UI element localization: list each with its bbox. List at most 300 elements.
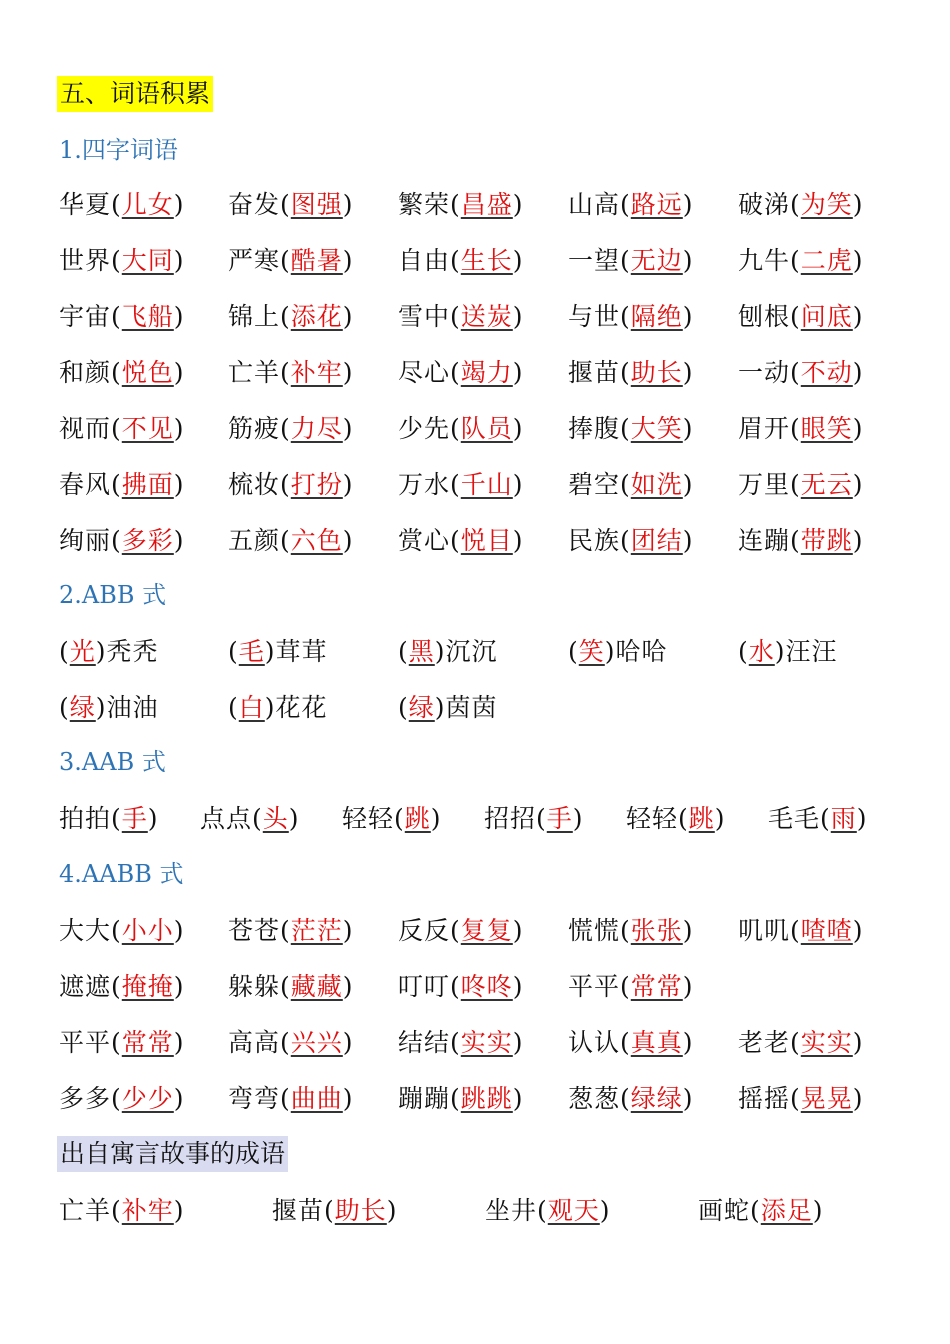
- answer-text: 笑: [578, 637, 605, 666]
- open-paren: (: [620, 358, 631, 387]
- open-paren: (: [111, 358, 122, 387]
- answer-text: 手: [546, 804, 573, 833]
- open-paren: (: [620, 190, 631, 219]
- open-paren: (: [450, 1028, 461, 1057]
- close-paren: ): [572, 804, 584, 833]
- answer-text: 悦色: [121, 358, 174, 387]
- close-paren: ): [852, 1028, 864, 1057]
- item-prefix: 坐井: [485, 1196, 538, 1225]
- open-paren: (: [450, 358, 461, 387]
- fill-in-item: [738, 411, 864, 447]
- fill-in-item: [342, 801, 442, 837]
- close-paren: ): [173, 526, 185, 555]
- item-prefix: 春风: [59, 470, 112, 499]
- fill-in-item: [738, 523, 864, 559]
- open-paren: (: [738, 637, 749, 666]
- word-row: [0, 1081, 950, 1117]
- open-paren: (: [450, 1084, 461, 1113]
- subsection-title: 3.AAB 式: [59, 748, 166, 776]
- open-paren: (: [790, 414, 801, 443]
- item-prefix: 遮遮: [59, 972, 112, 1001]
- item-prefix: 多多: [59, 1084, 112, 1113]
- answer-text: 生长: [460, 246, 513, 275]
- item-prefix: 五颜: [228, 526, 281, 555]
- close-paren: ): [342, 246, 354, 275]
- close-paren: ): [173, 302, 185, 331]
- fill-in-item: [738, 913, 864, 949]
- open-paren: (: [450, 526, 461, 555]
- item-prefix: 摇摇: [738, 1084, 791, 1113]
- fill-in-item: [59, 187, 185, 223]
- fill-in-item: [59, 411, 185, 447]
- item-prefix: 梳妆: [228, 470, 281, 499]
- answer-text: 水: [748, 637, 775, 666]
- close-paren: ): [682, 1028, 694, 1057]
- close-paren: ): [682, 190, 694, 219]
- answer-text: 力尽: [290, 414, 343, 443]
- answer-text: 路远: [630, 190, 683, 219]
- open-paren: (: [280, 916, 291, 945]
- open-paren: (: [398, 693, 409, 722]
- answer-text: 千山: [460, 470, 513, 499]
- answer-text: 飞船: [121, 302, 174, 331]
- item-suffix: 沉沉: [445, 637, 498, 666]
- fill-in-item: [568, 355, 694, 391]
- item-prefix: 山高: [568, 190, 621, 219]
- item-prefix: 葱葱: [568, 1084, 621, 1113]
- fill-in-item: [398, 467, 524, 503]
- open-paren: (: [450, 470, 461, 499]
- open-paren: (: [620, 302, 631, 331]
- item-prefix: 万水: [398, 470, 451, 499]
- subsection-title: 2.ABB 式: [59, 581, 167, 609]
- answer-text: 六色: [290, 526, 343, 555]
- section-heading-word-accumulation: 五、词语积累: [57, 76, 213, 112]
- answer-text: 不见: [121, 414, 174, 443]
- answer-text: 光: [69, 637, 96, 666]
- answer-text: 跳: [688, 804, 715, 833]
- open-paren: (: [790, 358, 801, 387]
- answer-text: 多彩: [121, 526, 174, 555]
- item-prefix: 捧腹: [568, 414, 621, 443]
- answer-text: 手: [121, 804, 148, 833]
- answer-text: 兴兴: [290, 1028, 343, 1057]
- open-paren: (: [820, 804, 831, 833]
- close-paren: ): [342, 414, 354, 443]
- word-row: [0, 467, 950, 503]
- fill-in-item: [398, 411, 524, 447]
- open-paren: (: [398, 637, 409, 666]
- answer-text: 复复: [460, 916, 513, 945]
- fill-in-item: [59, 1025, 185, 1061]
- item-prefix: 平平: [59, 1028, 112, 1057]
- item-prefix: 平平: [568, 972, 621, 1001]
- open-paren: (: [450, 190, 461, 219]
- fill-in-item: [485, 1193, 611, 1229]
- close-paren: ): [714, 804, 726, 833]
- close-paren: ): [430, 804, 442, 833]
- close-paren: ): [852, 916, 864, 945]
- close-paren: ): [173, 916, 185, 945]
- fill-in-item: [484, 801, 584, 837]
- open-paren: (: [280, 526, 291, 555]
- item-prefix: 轻轻: [626, 804, 679, 833]
- item-suffix: 哈哈: [615, 637, 668, 666]
- open-paren: (: [228, 637, 239, 666]
- answer-text: 助长: [630, 358, 683, 387]
- item-prefix: 和颜: [59, 358, 112, 387]
- fill-in-item: [228, 355, 354, 391]
- open-paren: (: [620, 972, 631, 1001]
- item-prefix: 尽心: [398, 358, 451, 387]
- item-prefix: 宇宙: [59, 302, 112, 331]
- fill-in-item: [59, 690, 159, 726]
- word-row: [0, 1025, 950, 1061]
- close-paren: ): [512, 414, 524, 443]
- fill-in-item: [272, 1193, 398, 1229]
- answer-text: 观天: [547, 1196, 600, 1225]
- item-prefix: 赏心: [398, 526, 451, 555]
- open-paren: (: [620, 916, 631, 945]
- open-paren: (: [280, 1028, 291, 1057]
- answer-text: 问底: [800, 302, 853, 331]
- answer-text: 队员: [460, 414, 513, 443]
- fill-in-item: [398, 187, 524, 223]
- fill-in-item: [738, 299, 864, 335]
- open-paren: (: [111, 246, 122, 275]
- close-paren: ): [173, 972, 185, 1001]
- answer-text: 小小: [121, 916, 174, 945]
- word-row: [0, 355, 950, 391]
- answer-text: 送炭: [460, 302, 513, 331]
- answer-text: 眼笑: [800, 414, 853, 443]
- fill-in-item: [228, 187, 354, 223]
- fill-in-item: [768, 801, 868, 837]
- fill-in-item: [228, 467, 354, 503]
- fill-in-item: [568, 467, 694, 503]
- answer-text: 白: [238, 693, 265, 722]
- word-row: [0, 187, 950, 223]
- fill-in-item: [568, 1025, 694, 1061]
- open-paren: (: [750, 1196, 761, 1225]
- item-suffix: 茸茸: [275, 637, 328, 666]
- close-paren: ): [852, 246, 864, 275]
- item-prefix: 少先: [398, 414, 451, 443]
- item-prefix: 结结: [398, 1028, 451, 1057]
- fill-in-item: [228, 523, 354, 559]
- close-paren: ): [682, 526, 694, 555]
- fill-in-item: [200, 801, 300, 837]
- open-paren: (: [450, 246, 461, 275]
- item-prefix: 眉开: [738, 414, 791, 443]
- fill-in-item: [59, 467, 185, 503]
- item-prefix: 绚丽: [59, 526, 112, 555]
- item-prefix: 世界: [59, 246, 112, 275]
- close-paren: ): [386, 1196, 398, 1225]
- item-prefix: 连蹦: [738, 526, 791, 555]
- open-paren: (: [280, 246, 291, 275]
- item-suffix: 茵茵: [445, 693, 498, 722]
- answer-text: 竭力: [460, 358, 513, 387]
- fill-in-item: [398, 913, 524, 949]
- close-paren: ): [512, 916, 524, 945]
- fill-in-item: [738, 467, 864, 503]
- item-suffix: 油油: [106, 693, 159, 722]
- answer-text: 图强: [290, 190, 343, 219]
- answer-text: 头: [262, 804, 289, 833]
- open-paren: (: [280, 414, 291, 443]
- open-paren: (: [111, 804, 122, 833]
- item-prefix: 蹦蹦: [398, 1084, 451, 1113]
- answer-text: 绿绿: [630, 1084, 683, 1113]
- answer-text: 为笑: [800, 190, 853, 219]
- close-paren: ): [512, 972, 524, 1001]
- fill-in-item: [738, 1081, 864, 1117]
- item-prefix: 揠苗: [272, 1196, 325, 1225]
- fill-in-item: [398, 243, 524, 279]
- fill-in-item: [698, 1193, 824, 1229]
- fill-in-item: [228, 299, 354, 335]
- close-paren: ): [852, 414, 864, 443]
- close-paren: ): [852, 1084, 864, 1113]
- open-paren: (: [620, 1028, 631, 1057]
- close-paren: ): [173, 1196, 185, 1225]
- open-paren: (: [280, 470, 291, 499]
- item-prefix: 弯弯: [228, 1084, 281, 1113]
- close-paren: ): [812, 1196, 824, 1225]
- open-paren: (: [324, 1196, 335, 1225]
- open-paren: (: [620, 526, 631, 555]
- fill-in-item: [738, 634, 838, 670]
- item-prefix: 破涕: [738, 190, 791, 219]
- answer-text: 酷暑: [290, 246, 343, 275]
- close-paren: ): [512, 470, 524, 499]
- fill-in-item: [738, 187, 864, 223]
- item-prefix: 筋疲: [228, 414, 281, 443]
- item-prefix: 视而: [59, 414, 112, 443]
- fill-in-item: [568, 969, 694, 1005]
- open-paren: (: [111, 302, 122, 331]
- answer-text: 隔绝: [630, 302, 683, 331]
- fill-in-item: [59, 355, 185, 391]
- section-heading-fable-idioms: 出自寓言故事的成语: [57, 1136, 288, 1172]
- item-suffix: 花花: [275, 693, 328, 722]
- item-prefix: 大大: [59, 916, 112, 945]
- item-prefix: 点点: [200, 804, 253, 833]
- item-prefix: 严寒: [228, 246, 281, 275]
- fill-in-item: [59, 801, 159, 837]
- open-paren: (: [537, 1196, 548, 1225]
- open-paren: (: [790, 1028, 801, 1057]
- answer-text: 绿: [69, 693, 96, 722]
- answer-text: 如洗: [630, 470, 683, 499]
- close-paren: ): [852, 190, 864, 219]
- answer-text: 黑: [408, 637, 435, 666]
- close-paren: ): [342, 916, 354, 945]
- fill-in-item: [568, 187, 694, 223]
- item-prefix: 慌慌: [568, 916, 621, 945]
- item-prefix: 高高: [228, 1028, 281, 1057]
- close-paren: ): [173, 470, 185, 499]
- fill-in-item: [398, 299, 524, 335]
- open-paren: (: [450, 302, 461, 331]
- answer-text: 带跳: [800, 526, 853, 555]
- answer-text: 跳: [404, 804, 431, 833]
- item-prefix: 一动: [738, 358, 791, 387]
- answer-text: 儿女: [121, 190, 174, 219]
- item-prefix: 反反: [398, 916, 451, 945]
- item-prefix: 画蛇: [698, 1196, 751, 1225]
- close-paren: ): [682, 470, 694, 499]
- close-paren: ): [774, 637, 786, 666]
- item-prefix: 自由: [398, 246, 451, 275]
- fill-in-item: [398, 523, 524, 559]
- fill-in-item: [59, 913, 185, 949]
- fill-in-item: [228, 1081, 354, 1117]
- close-paren: ): [682, 358, 694, 387]
- word-row: [0, 801, 950, 837]
- open-paren: (: [620, 1084, 631, 1113]
- answer-text: 无云: [800, 470, 853, 499]
- open-paren: (: [280, 358, 291, 387]
- word-row: [0, 969, 950, 1005]
- answer-text: 无边: [630, 246, 683, 275]
- fill-in-item: [228, 1025, 354, 1061]
- word-row: [0, 634, 950, 670]
- close-paren: ): [288, 804, 300, 833]
- fill-in-item: [228, 243, 354, 279]
- answer-text: 毛: [238, 637, 265, 666]
- open-paren: (: [790, 470, 801, 499]
- close-paren: ): [682, 302, 694, 331]
- close-paren: ): [682, 916, 694, 945]
- item-prefix: 亡羊: [59, 1196, 112, 1225]
- fill-in-item: [59, 634, 159, 670]
- item-prefix: 繁荣: [398, 190, 451, 219]
- open-paren: (: [111, 972, 122, 1001]
- answer-text: 实实: [800, 1028, 853, 1057]
- fill-in-item: [626, 801, 726, 837]
- answer-text: 添花: [290, 302, 343, 331]
- close-paren: ): [512, 302, 524, 331]
- open-paren: (: [111, 1196, 122, 1225]
- idiom-row: [0, 1193, 950, 1229]
- item-prefix: 与世: [568, 302, 621, 331]
- answer-text: 绿: [408, 693, 435, 722]
- open-paren: (: [111, 526, 122, 555]
- fill-in-item: [568, 243, 694, 279]
- fill-in-item: [59, 523, 185, 559]
- fill-in-item: [59, 1193, 185, 1229]
- fill-in-item: [568, 634, 668, 670]
- close-paren: ): [512, 246, 524, 275]
- open-paren: (: [280, 972, 291, 1001]
- fill-in-item: [228, 634, 328, 670]
- item-prefix: 毛毛: [768, 804, 821, 833]
- close-paren: ): [512, 1084, 524, 1113]
- open-paren: (: [620, 414, 631, 443]
- close-paren: ): [95, 693, 107, 722]
- open-paren: (: [450, 916, 461, 945]
- open-paren: (: [111, 414, 122, 443]
- answer-text: 雨: [830, 804, 857, 833]
- word-row: [0, 913, 950, 949]
- open-paren: (: [111, 190, 122, 219]
- open-paren: (: [790, 1084, 801, 1113]
- item-suffix: 秃秃: [106, 637, 159, 666]
- close-paren: ): [147, 804, 159, 833]
- fill-in-item: [228, 913, 354, 949]
- item-prefix: 雪中: [398, 302, 451, 331]
- fill-in-item: [568, 299, 694, 335]
- open-paren: (: [252, 804, 263, 833]
- subsection-title: 1.四字词语: [59, 136, 178, 164]
- fill-in-item: [568, 1081, 694, 1117]
- fill-in-item: [59, 1081, 185, 1117]
- item-prefix: 叽叽: [738, 916, 791, 945]
- open-paren: (: [280, 302, 291, 331]
- item-prefix: 老老: [738, 1028, 791, 1057]
- fill-in-item: [738, 1025, 864, 1061]
- answer-text: 补牢: [290, 358, 343, 387]
- close-paren: ): [512, 526, 524, 555]
- close-paren: ): [682, 414, 694, 443]
- answer-text: 曲曲: [290, 1084, 343, 1113]
- item-prefix: 拍拍: [59, 804, 112, 833]
- fill-in-item: [398, 634, 498, 670]
- close-paren: ): [95, 637, 107, 666]
- close-paren: ): [342, 358, 354, 387]
- answer-text: 跳跳: [460, 1084, 513, 1113]
- open-paren: (: [111, 916, 122, 945]
- fill-in-item: [738, 355, 864, 391]
- answer-text: 补牢: [121, 1196, 174, 1225]
- answer-text: 晃晃: [800, 1084, 853, 1113]
- item-prefix: 锦上: [228, 302, 281, 331]
- item-prefix: 招招: [484, 804, 537, 833]
- close-paren: ): [434, 637, 446, 666]
- close-paren: ): [173, 1028, 185, 1057]
- close-paren: ): [512, 1028, 524, 1057]
- close-paren: ): [342, 526, 354, 555]
- open-paren: (: [790, 916, 801, 945]
- answer-text: 喳喳: [800, 916, 853, 945]
- open-paren: (: [790, 246, 801, 275]
- open-paren: (: [59, 637, 70, 666]
- item-prefix: 刨根: [738, 302, 791, 331]
- item-prefix: 躲躲: [228, 972, 281, 1001]
- answer-text: 茫茫: [290, 916, 343, 945]
- item-prefix: 叮叮: [398, 972, 451, 1001]
- fill-in-item: [568, 411, 694, 447]
- close-paren: ): [342, 1084, 354, 1113]
- answer-text: 打扮: [290, 470, 343, 499]
- close-paren: ): [682, 1084, 694, 1113]
- open-paren: (: [678, 804, 689, 833]
- open-paren: (: [394, 804, 405, 833]
- fill-in-item: [59, 299, 185, 335]
- close-paren: ): [852, 302, 864, 331]
- item-prefix: 揠苗: [568, 358, 621, 387]
- close-paren: ): [173, 190, 185, 219]
- answer-text: 张张: [630, 916, 683, 945]
- open-paren: (: [59, 693, 70, 722]
- close-paren: ): [682, 246, 694, 275]
- open-paren: (: [620, 246, 631, 275]
- answer-text: 不动: [800, 358, 853, 387]
- word-row: [0, 690, 950, 726]
- answer-text: 拂面: [121, 470, 174, 499]
